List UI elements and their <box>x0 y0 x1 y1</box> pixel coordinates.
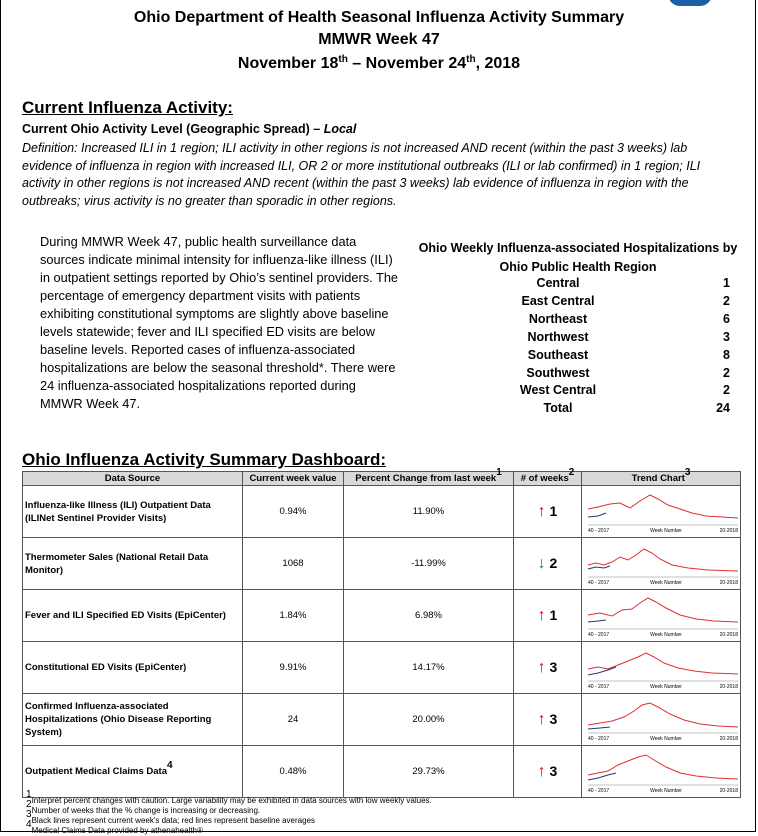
current-week-value: 1068 <box>243 538 344 590</box>
dashboard-row <box>23 590 741 642</box>
percent-change: 29.73% <box>344 746 514 798</box>
column-header: Data Source <box>23 472 243 486</box>
baseline-line <box>588 495 738 518</box>
data-source: Influenza-like Illness (ILI) Outpatient Data (ILINet Sentinel Provider Visits) <box>23 486 243 538</box>
dashboard-heading: Ohio Influenza Activity Summary Dashboard: <box>22 450 386 469</box>
current-week-value: 9.91% <box>243 642 344 694</box>
trend-chart <box>582 590 741 642</box>
region-name: West Central <box>519 383 597 398</box>
region-name: Central <box>536 276 580 290</box>
percent-change: 14.17% <box>344 642 514 694</box>
column-header: Trend Chart$^3$ <box>582 472 741 486</box>
data-source: Fever and ILI Specified ED Visits (EpiCenter) <box>23 590 243 642</box>
dashboard-row <box>23 538 741 590</box>
dashboard-row <box>23 486 741 538</box>
hospitalization-row <box>408 276 738 294</box>
region-count: 2 <box>723 293 730 308</box>
trend-axis-label: Week Number <box>650 527 682 534</box>
current-week-value: 0.48% <box>243 746 344 798</box>
percent-change: 11.90% <box>344 486 514 538</box>
region-count: 1 <box>723 276 730 290</box>
activity-definition: Definition: Increased ILI in 1 region; ILI activity in other regions is not increased AND recent (within the past 3 weeks) lab evidence of influenza in region with increased ILI, OR 2 or more institutional outbreaks (ILI or lab confirmed) in 1 region; ILI activity in other regions is not increased AND recent (within the past 3 weeks) lab evidence of influenza in region with the outbreaks; virus activity is no greater than sporadic in other regions. <box>22 141 701 208</box>
weeks-count: ↑ 1 <box>514 590 582 642</box>
arrow-up-icon: ↑ <box>537 762 546 780</box>
trend-chart <box>582 538 741 590</box>
region-name: Total <box>543 401 573 416</box>
trend-chart <box>582 694 741 746</box>
baseline-line <box>588 598 738 622</box>
page-week: MMWR Week 47 <box>318 31 440 48</box>
trend-axis-label: Week Number <box>650 683 682 690</box>
weeks-count: ↓ 2 <box>514 538 582 590</box>
current-week-value: 1.84% <box>243 590 344 642</box>
trend-chart-svg <box>584 643 742 693</box>
current-week-value: 0.94% <box>243 486 344 538</box>
column-header: Percent Change from last week$^1$ <box>344 472 514 486</box>
trend-axis-label: 40 - 2017 <box>588 527 610 534</box>
current-week-line <box>588 727 610 729</box>
hospitalization-row <box>408 401 738 419</box>
trend-chart <box>582 486 741 538</box>
region-count: 2 <box>723 383 730 398</box>
percent-change: -11.99% <box>344 538 514 590</box>
trend-axis-label: Week Number <box>650 579 682 586</box>
data-source: Constitutional ED Visits (EpiCenter) <box>23 642 243 694</box>
trend-axis-label: 20-2018 <box>719 683 738 690</box>
column-header: # of weeks$^2$ <box>514 472 582 486</box>
trend-axis-label: 20-2018 <box>719 527 738 534</box>
trend-axis-label: Week Number <box>650 787 682 794</box>
footnote: $^3$Black lines represent current week's data; red lines represent baseline averages <box>26 809 316 825</box>
region-count: 8 <box>723 347 730 362</box>
footnote: $^2$Number of weeks that the % change is increasing or decreasing. <box>26 799 261 815</box>
data-source: Thermometer Sales (National Retail Data Monitor) <box>23 538 243 590</box>
baseline-line <box>588 755 738 779</box>
trend-chart <box>582 642 741 694</box>
footnote: $^1$Interpret percent changes with caution. Large variability may be exhibited in data sources with low weekly values. <box>26 789 432 805</box>
trend-chart-svg <box>584 747 742 797</box>
trend-axis-label: 20-2018 <box>719 735 738 742</box>
hospitalization-row <box>408 330 738 348</box>
activity-level: Current Ohio Activity Level (Geographic Spread) – Local <box>22 122 357 136</box>
percent-change: 20.00% <box>344 694 514 746</box>
surveillance-summary: During MMWR Week 47, public health surveillance data sources indicate minimal intensity for influenza-like illness (ILI) in outpatient settings reported by Ohio’s sentinel providers. The percentage of emergency department visits with patients exhibiting constitutional symptoms are slightly above baseline levels statewide; fever and ILI specified ED visits are below baseline levels. Reported cases of influenza-associated hospitalizations are below the seasonal threshold*. There were 24 influenza-associated hospitalizations reported during MMWR Week 47. <box>40 234 399 411</box>
hospitalizations-title: Ohio Weekly Influenza-associated Hospitalizations by Ohio Public Health Region <box>418 241 738 274</box>
current-week-line <box>588 513 606 517</box>
region-count: 6 <box>723 311 730 326</box>
arrow-up-icon: ↑ <box>537 606 546 624</box>
baseline-line <box>588 653 738 674</box>
arrow-up-icon: ↑ <box>537 658 546 676</box>
current-week-line <box>588 620 606 622</box>
trend-chart-svg <box>584 487 742 537</box>
weeks-count: ↑ 3 <box>514 694 582 746</box>
region-name: East Central <box>521 293 595 308</box>
weeks-count: ↑ 3 <box>514 746 582 798</box>
hospitalization-row <box>408 294 738 312</box>
hospitalization-row <box>408 312 738 330</box>
trend-chart-svg <box>584 695 742 745</box>
region-count: 3 <box>723 329 730 344</box>
page-title: Ohio Department of Health Seasonal Influenza Activity Summary <box>133 9 625 26</box>
data-source: Outpatient Medical Claims Data$^4$ <box>23 746 243 798</box>
trend-axis-label: 40 - 2017 <box>588 683 610 690</box>
trend-axis-label: 40 - 2017 <box>588 631 610 638</box>
region-count: 2 <box>723 365 730 380</box>
dashboard-row <box>23 642 741 694</box>
page-date-range: November 18th – November 24th, 2018 <box>237 54 521 72</box>
trend-axis-label: 20-2018 <box>719 787 738 794</box>
region-count: 24 <box>716 401 730 416</box>
trend-axis-label: Week Number <box>650 735 682 742</box>
arrow-down-icon: ↓ <box>537 554 546 572</box>
hospitalization-row <box>408 383 738 401</box>
footnote: $^4$Medical Claims Data provided by athenahealth® <box>26 819 203 835</box>
weeks-count: ↑ 1 <box>514 486 582 538</box>
weeks-count: ↑ 3 <box>514 642 582 694</box>
arrow-up-icon: ↑ <box>537 502 546 520</box>
region-name: Southeast <box>527 347 589 362</box>
trend-axis-label: 40 - 2017 <box>588 735 610 742</box>
trend-axis-label: 20-2018 <box>719 631 738 638</box>
dashboard-row <box>23 694 741 746</box>
region-name: Northeast <box>528 311 588 326</box>
arrow-up-icon: ↑ <box>537 710 546 728</box>
trend-axis-label: 40 - 2017 <box>588 787 610 794</box>
trend-axis-label: 20-2018 <box>719 579 738 586</box>
hospitalization-row <box>408 348 738 366</box>
trend-chart <box>582 746 741 798</box>
current-week-value: 24 <box>243 694 344 746</box>
trend-axis-label: Week Number <box>650 631 682 638</box>
trend-chart-svg <box>584 591 742 641</box>
trend-axis-label: 40 - 2017 <box>588 579 610 586</box>
percent-change: 6.98% <box>344 590 514 642</box>
dashboard-table <box>22 467 741 798</box>
current-week-line <box>588 566 610 569</box>
hospitalization-row <box>408 366 738 384</box>
column-header: Current week value <box>243 472 344 486</box>
baseline-line <box>588 703 738 727</box>
data-source: Confirmed Influenza-associated Hospitalizations (Ohio Disease Reporting System) <box>23 694 243 746</box>
baseline-line <box>588 549 738 571</box>
trend-chart-svg <box>584 539 742 589</box>
current-activity-heading: Current Influenza Activity: <box>22 98 233 117</box>
dashboard-row <box>23 746 741 798</box>
region-name: Northwest <box>527 329 589 344</box>
region-name: Southwest <box>526 365 590 380</box>
